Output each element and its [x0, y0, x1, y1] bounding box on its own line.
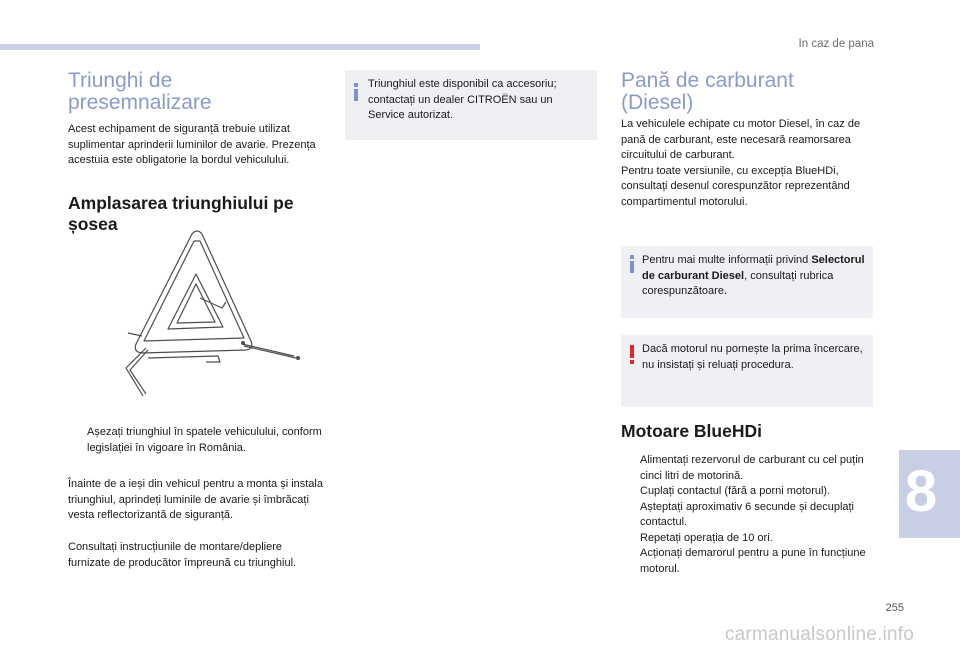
info-icon [354, 83, 358, 101]
header-bar [0, 44, 480, 50]
note-text-after: , consultați rubrica corespunzătoare. [642, 269, 834, 297]
bluehdi-subtitle: Motoare BlueHDi [621, 421, 762, 441]
step-text: Cuplați contactul (fără a porni motorul). [640, 485, 831, 497]
warning-triangle-illustration [118, 228, 308, 398]
note-text-before: Pentru mai multe informații privind [642, 254, 812, 266]
accessory-note-text: Triunghiul este disponibil ca accesoriu; contactați un dealer CITROËN sau un Service autorizat. [368, 78, 557, 121]
list-item [621, 531, 876, 547]
section-label: In caz de pana [798, 38, 874, 50]
fuel-shortage-intro: La vehiculele echipate cu motor Diesel, în caz de pană de carburant, este necesară reamorsarea circuitului de carburant. Pentru toate versiunile, cu excepția BlueHDi, consultați desenul corespunzător reprezentând compartimentul motorului. [621, 118, 861, 208]
page-number: 255 [885, 602, 904, 614]
accessory-info-note [345, 70, 597, 140]
list-item [621, 453, 876, 484]
triangle-title: Triunghi de presemnalizare [68, 69, 212, 114]
manufacturer-instructions-paragraph: Consultați instrucțiunile de montare/depliere furnizate de producător împreună cu triunghiul. [68, 541, 297, 569]
diesel-selector-note-text [642, 253, 868, 300]
info-icon [630, 255, 634, 273]
fuel-shortage-title: Pană de carburant (Diesel) [621, 69, 794, 114]
step-text: Așteptați aproximativ 6 secunde și decuplați contactul. [640, 500, 855, 528]
engine-start-warning-note [621, 335, 873, 407]
step-text: Repetați operația de 10 ori. [640, 531, 773, 544]
triangle-intro: Acest echipament de siguranță trebuie utilizat suplimentar aprinderii luminilor de avarie. Prezența acestuia este obligatorie la bordul vehiculului. [68, 123, 316, 166]
triangle-bullet-text: Așezați triunghiul în spatele vehiculului, conform legislației în vigoare în România. [87, 426, 322, 454]
triangle-placement-subtitle: Amplasarea triunghiului pe șosea [68, 193, 294, 234]
warning-note-text: Dacă motorul nu pornește la prima încercare, nu insistați și reluați procedura. [642, 343, 863, 371]
triangle-bullet [68, 425, 342, 456]
chapter-number: 8 [904, 459, 938, 524]
bluehdi-steps-list [621, 453, 876, 577]
list-item [621, 546, 876, 577]
list-item [621, 484, 876, 500]
step-text: Acționați demarorul pentru a pune în funcțiune motorul. [640, 547, 866, 575]
step-text: Alimentați rezervorul de carburant cu cel puțin cinci litri de motorină. [640, 454, 864, 482]
diesel-selector-info-note [621, 246, 873, 318]
list-item [621, 500, 876, 531]
warning-icon [630, 345, 634, 364]
before-exit-paragraph: Înainte de a ieși din vehicul pentru a monta și instala triunghiul, aprindeți luminile de avarie și îmbrăcați vesta reflectorizantă de siguranță. [68, 478, 323, 521]
diesel-selector-link-text: Selectorul de carburant Diesel [642, 254, 865, 282]
watermark: carmanualsonline.info [724, 624, 914, 645]
